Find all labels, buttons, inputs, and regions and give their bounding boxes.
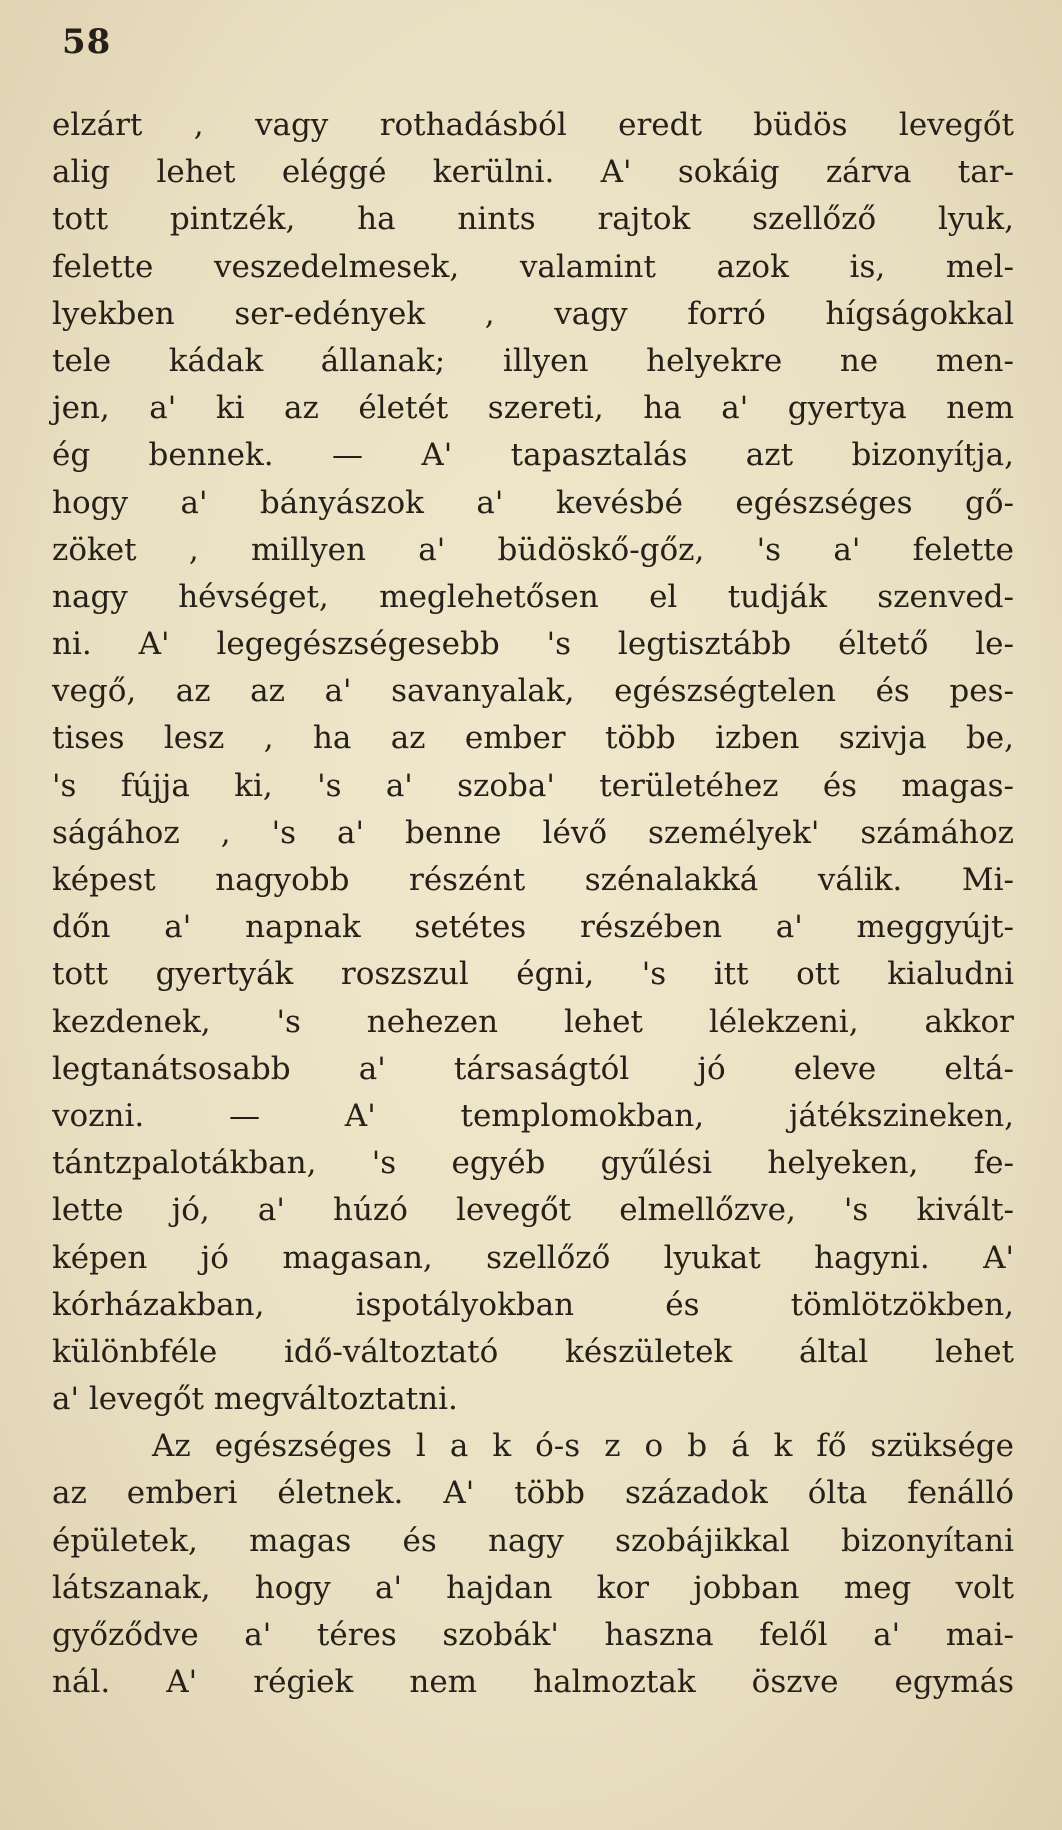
text-line: vozni. — A' templomokban, játékszineken, — [52, 1097, 1014, 1134]
text-line: lyekben ser-edények , vagy forró hígságokkal — [52, 295, 1014, 332]
text-line: alig lehet eléggé kerülni. A' sokáig zárva tar- — [52, 154, 1014, 191]
text-line: tott pintzék, ha nints rajtok szellőző lyuk, — [52, 201, 1014, 238]
text-line: elzárt , vagy rothadásból eredt büdös levegőt — [52, 107, 1014, 143]
text-line: tántzpalotákban, 's egyéb gyűlési helyeken, fe- — [52, 1145, 1014, 1182]
text-line: látszanak, hogy a' hajdan kor jobban meg volt — [52, 1569, 1014, 1606]
text-line: győződve a' téres szobák' haszna felől a' mai- — [52, 1617, 1014, 1653]
text-line: tises lesz , ha az ember több izben szivja be, — [52, 720, 1014, 757]
page-number: 58 — [62, 22, 112, 62]
text-line: képen jó magasan, szellőző lyukat hagyni. A' — [52, 1239, 1014, 1276]
text-line: nál. A' régiek nem halmoztak öszve egymás — [52, 1664, 1014, 1701]
text-line: jen, a' ki az életét szereti, ha a' gyertya nem — [52, 390, 1014, 427]
text-line: ni. A' legegészségesebb 's legtisztább éltető le- — [52, 626, 1014, 663]
text-line: épületek, magas és nagy szobájikkal bizonyítani — [52, 1522, 1014, 1559]
text-line: az emberi életnek. A' több századok ólta fenálló — [52, 1475, 1014, 1512]
text-line: 's fújja ki, 's a' szoba' területéhez és magas- — [52, 767, 1014, 804]
text-line: Az egészséges l a k ó-s z o b á k fő szüksége — [152, 1428, 1014, 1465]
text-line: vegő, az az a' savanyalak, egészségtelen és pes- — [52, 673, 1014, 710]
text-line: kezdenek, 's nehezen lehet lélekzeni, akkor — [52, 1003, 1014, 1040]
text-line: különbféle idő-változtató készületek által lehet — [52, 1333, 1014, 1370]
text-line: tott gyertyák roszszul égni, 's itt ott kialudni — [52, 956, 1014, 993]
text-line: ég bennek. — A' tapasztalás azt bizonyítja, — [52, 437, 1014, 474]
text-line: képest nagyobb részént szénalakká válik. Mi- — [52, 862, 1014, 898]
body-text — [52, 102, 1014, 1706]
text-line: zöket , millyen a' büdöskő-gőz, 's a' felette — [52, 531, 1014, 568]
text-line: tele kádak állanak; illyen helyekre ne men- — [52, 342, 1014, 379]
text-line: kórházakban, ispotályokban és tömlötzökben, — [52, 1286, 1014, 1323]
text-line: hogy a' bányászok a' kevésbé egészséges gő- — [52, 484, 1014, 521]
text-line: lette jó, a' húzó levegőt elmellőzve, 's kivált- — [52, 1192, 1014, 1229]
text-line: a' levegőt megváltoztatni. — [52, 1381, 458, 1418]
text-line: legtanátsosabb a' társaságtól jó eleve eltá- — [52, 1050, 1014, 1087]
text-line: ságához , 's a' benne lévő személyek' számához — [52, 814, 1014, 851]
text-line: nagy hévséget, meglehetősen el tudják szenved- — [52, 578, 1014, 615]
text-line: felette veszedelmesek, valamint azok is, mel- — [52, 248, 1014, 285]
text-line: dőn a' napnak setétes részében a' meggyújt- — [52, 909, 1014, 946]
